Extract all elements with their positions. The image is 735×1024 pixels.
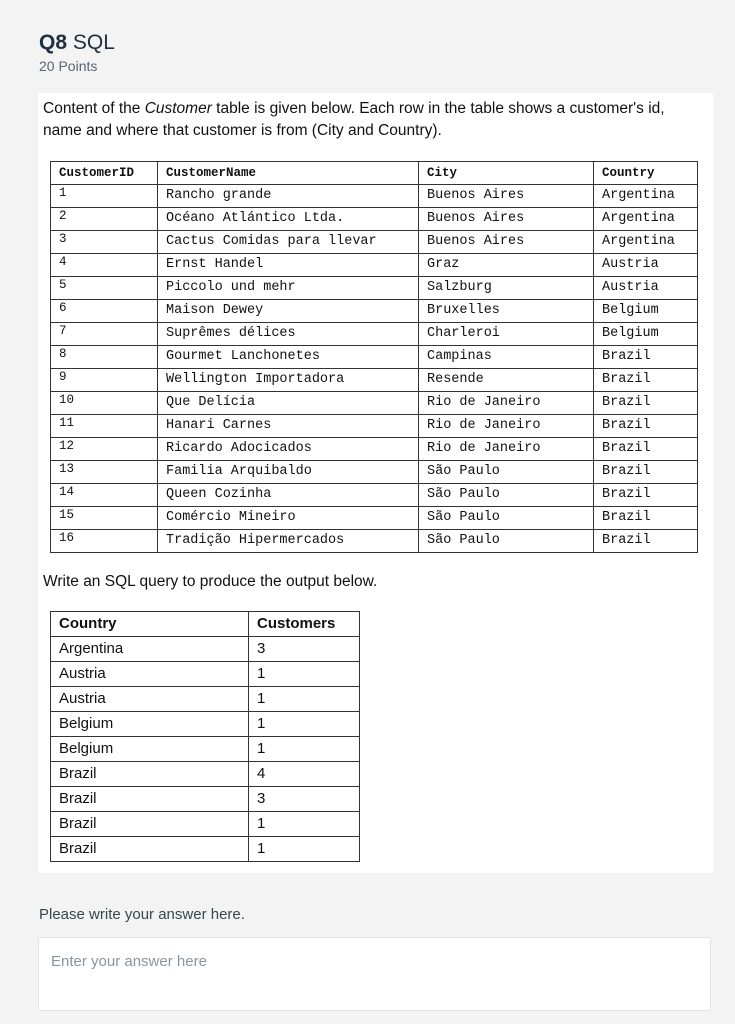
- table-row: [51, 787, 360, 812]
- cell-output-customers: 1: [249, 662, 360, 687]
- cell-customername: Que Delícia: [158, 392, 419, 415]
- cell-customername: Cactus Comidas para llevar: [158, 231, 419, 254]
- output-table-header: [51, 612, 360, 637]
- cell-output-country: Austria: [51, 687, 249, 712]
- table-row: [51, 277, 698, 300]
- cell-city: Campinas: [419, 346, 594, 369]
- cell-customername: Ernst Handel: [158, 254, 419, 277]
- table-row: [51, 438, 698, 461]
- cell-customername: Comércio Mineiro: [158, 507, 419, 530]
- cell-city: Buenos Aires: [419, 208, 594, 231]
- cell-customername: Hanari Carnes: [158, 415, 419, 438]
- cell-customerid: 14: [51, 484, 158, 507]
- cell-country: Brazil: [594, 461, 698, 484]
- cell-output-customers: 1: [249, 687, 360, 712]
- cell-customername: Wellington Importadora: [158, 369, 419, 392]
- cell-country: Brazil: [594, 438, 698, 461]
- cell-country: Brazil: [594, 507, 698, 530]
- table-row: [51, 712, 360, 737]
- cell-city: Salzburg: [419, 277, 594, 300]
- cell-country: Argentina: [594, 208, 698, 231]
- table-row: [51, 323, 698, 346]
- answer-textarea[interactable]: [39, 938, 710, 1010]
- cell-output-customers: 3: [249, 637, 360, 662]
- cell-output-country: Brazil: [51, 787, 249, 812]
- table-row: [51, 507, 698, 530]
- cell-customername: Gourmet Lanchonetes: [158, 346, 419, 369]
- cell-customerid: 9: [51, 369, 158, 392]
- cell-output-customers: 1: [249, 812, 360, 837]
- answer-box[interactable]: [38, 937, 711, 1011]
- question-image-panel: [38, 93, 713, 873]
- cell-customername: Maison Dewey: [158, 300, 419, 323]
- table-row: [51, 737, 360, 762]
- cell-output-customers: 4: [249, 762, 360, 787]
- cell-customerid: 15: [51, 507, 158, 530]
- cell-output-customers: 3: [249, 787, 360, 812]
- cell-customerid: 13: [51, 461, 158, 484]
- cell-customername: Piccolo und mehr: [158, 277, 419, 300]
- question-number: Q8: [39, 31, 68, 54]
- cell-city: Buenos Aires: [419, 231, 594, 254]
- cell-customername: Familia Arquibaldo: [158, 461, 419, 484]
- cell-customername: Suprêmes délices: [158, 323, 419, 346]
- cell-city: Charleroi: [419, 323, 594, 346]
- customer-table-header: [51, 162, 698, 185]
- table-row: [51, 369, 698, 392]
- intro-text: Content of the Customer table is given below. Each row in the table shows a customer's id, name and where that customer is from (City and Country).: [43, 100, 665, 139]
- cell-customername: Rancho grande: [158, 185, 419, 208]
- cell-country: Brazil: [594, 392, 698, 415]
- cell-city: Resende: [419, 369, 594, 392]
- cell-customerid: 11: [51, 415, 158, 438]
- answer-prompt: Please write your answer here.: [39, 906, 245, 923]
- cell-country: Belgium: [594, 323, 698, 346]
- cell-customerid: 6: [51, 300, 158, 323]
- cell-output-country: Brazil: [51, 812, 249, 837]
- cell-output-country: Brazil: [51, 837, 249, 862]
- cell-output-country: Belgium: [51, 712, 249, 737]
- col-header-customerid: CustomerID: [51, 162, 158, 185]
- table-row: [51, 484, 698, 507]
- cell-country: Belgium: [594, 300, 698, 323]
- table-row: [51, 208, 698, 231]
- cell-customerid: 10: [51, 392, 158, 415]
- table-row: [51, 185, 698, 208]
- table-row: [51, 837, 360, 862]
- customer-table-body: [51, 185, 698, 553]
- col-header-customername: CustomerName: [158, 162, 419, 185]
- output-table-body: [51, 637, 360, 862]
- cell-output-country: Argentina: [51, 637, 249, 662]
- table-row: [51, 254, 698, 277]
- table-row: [51, 762, 360, 787]
- table-row: [51, 300, 698, 323]
- cell-country: Brazil: [594, 484, 698, 507]
- cell-country: Brazil: [594, 369, 698, 392]
- cell-customerid: 16: [51, 530, 158, 553]
- output-table: [50, 611, 360, 862]
- cell-customerid: 1: [51, 185, 158, 208]
- col-header-city: City: [419, 162, 594, 185]
- cell-city: São Paulo: [419, 484, 594, 507]
- col-header-output-country: Country: [51, 612, 249, 637]
- cell-output-country: Belgium: [51, 737, 249, 762]
- cell-city: Buenos Aires: [419, 185, 594, 208]
- question-title: [39, 30, 115, 56]
- cell-customerid: 3: [51, 231, 158, 254]
- cell-customerid: 8: [51, 346, 158, 369]
- table-row: [51, 392, 698, 415]
- table-row: [51, 461, 698, 484]
- table-row: [51, 415, 698, 438]
- write-query-text: Write an SQL query to produce the output below.: [43, 573, 378, 590]
- col-header-output-customers: Customers: [249, 612, 360, 637]
- table-row: [51, 662, 360, 687]
- cell-city: São Paulo: [419, 507, 594, 530]
- cell-country: Argentina: [594, 185, 698, 208]
- table-row: [51, 231, 698, 254]
- cell-country: Argentina: [594, 231, 698, 254]
- cell-city: Graz: [419, 254, 594, 277]
- table-row: [51, 812, 360, 837]
- cell-city: Rio de Janeiro: [419, 392, 594, 415]
- customer-table: [50, 161, 698, 553]
- cell-output-country: Austria: [51, 662, 249, 687]
- cell-city: Bruxelles: [419, 300, 594, 323]
- cell-customername: Ricardo Adocicados: [158, 438, 419, 461]
- question-header: [39, 30, 115, 74]
- cell-city: São Paulo: [419, 530, 594, 553]
- cell-output-customers: 1: [249, 712, 360, 737]
- cell-customername: Océano Atlántico Ltda.: [158, 208, 419, 231]
- cell-city: Rio de Janeiro: [419, 415, 594, 438]
- cell-country: Austria: [594, 277, 698, 300]
- col-header-country: Country: [594, 162, 698, 185]
- cell-city: Rio de Janeiro: [419, 438, 594, 461]
- table-row: [51, 637, 360, 662]
- cell-country: Austria: [594, 254, 698, 277]
- cell-customerid: 2: [51, 208, 158, 231]
- cell-output-customers: 1: [249, 737, 360, 762]
- cell-city: São Paulo: [419, 461, 594, 484]
- cell-customername: Queen Cozinha: [158, 484, 419, 507]
- cell-output-customers: 1: [249, 837, 360, 862]
- cell-country: Brazil: [594, 530, 698, 553]
- cell-output-country: Brazil: [51, 762, 249, 787]
- table-row: [51, 687, 360, 712]
- cell-customerid: 5: [51, 277, 158, 300]
- cell-country: Brazil: [594, 415, 698, 438]
- cell-country: Brazil: [594, 346, 698, 369]
- cell-customerid: 4: [51, 254, 158, 277]
- cell-customername: Tradição Hipermercados: [158, 530, 419, 553]
- question-points: 20 Points: [39, 58, 98, 74]
- cell-customerid: 7: [51, 323, 158, 346]
- cell-customerid: 12: [51, 438, 158, 461]
- table-row: [51, 346, 698, 369]
- table-row: [51, 530, 698, 553]
- question-topic: SQL: [72, 31, 115, 54]
